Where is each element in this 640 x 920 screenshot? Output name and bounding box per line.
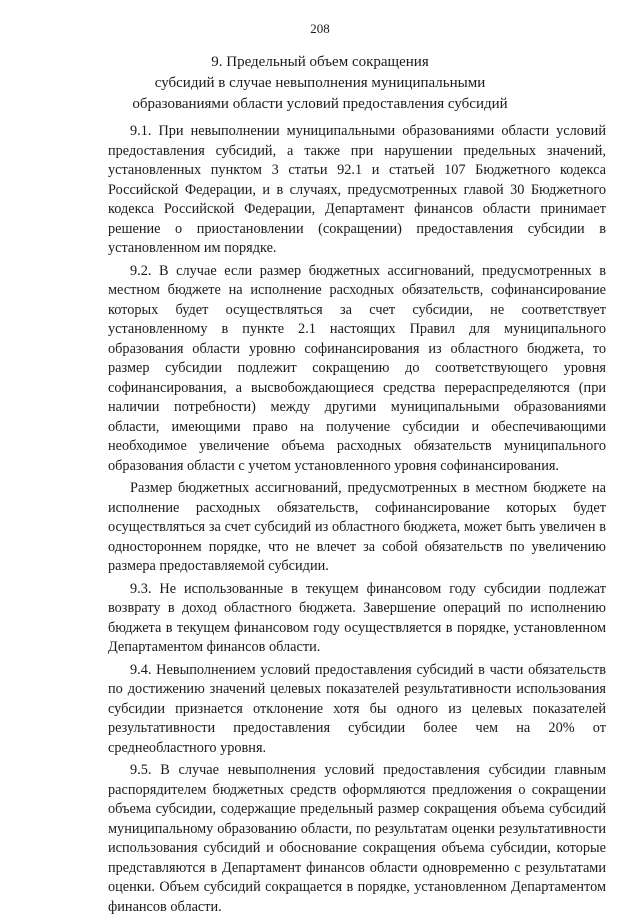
paragraph-9-1: 9.1. При невыполнении муниципальными образованиями области условий предоставления субсидий, а также при нарушении предельных значений, установленных пунктом 3 статьи 92.1 и статьей 107 Бюджетного кодекса Российской Федерации, и в случаях, предусмотренных главой 30 Бюджетного кодекса Российской Федерации, Департамент финансов области принимает решение о приостановлении (сокращении) предоставления субсидии в установленном им порядке.: [108, 123, 606, 256]
document-body: [108, 122, 606, 920]
section-heading-line: субсидий в случае невыполнения муниципальными: [154, 75, 486, 91]
page-number: 208: [310, 21, 330, 36]
paragraph-9-2-continued: Размер бюджетных ассигнований, предусмотренных в местном бюджете на исполнение расходных обязательств, софинансирование которых будет осуществляться за счет субсидий из областного бюджета, может быть увеличен в одностороннем порядке, что не влечет за собой обязательств по увеличению размера предоставляемой субсидии.: [108, 480, 606, 574]
section-heading-line: 9. Предельный объем сокращения: [211, 54, 429, 70]
section-heading: [0, 52, 640, 115]
paragraph-9-3: 9.3. Не использованные в текущем финансовом году субсидии подлежат возврату в доход областного бюджета. Завершение операций по исполнению бюджета в текущем финансовом году осуществляется в порядке, установленном Департаментом финансов области.: [108, 580, 606, 655]
section-heading-line: образованиями области условий предоставления субсидий: [132, 96, 508, 112]
paragraph-9-2: 9.2. В случае если размер бюджетных ассигнований, предусмотренных в местном бюджете на исполнение расходных обязательств, софинансирование которых будет осуществляться за счет субсидии, не соответствует установленному в пункте 2.1 настоящих Правил для муниципального образования области уровню софинансирования из областного бюджета, то размер субсидии подлежит сокращению до соответствующего уровня софинансирования, а высвобождающиеся средства перераспределяются (при наличии потребности) между другими муниципальными образованиями области, имеющими право на получение субсидии и обеспечивающими необходимое увеличение объема расходных обязательств муниципального образования области с учетом установленного уровня софинансирования.: [108, 262, 606, 474]
paragraph-9-4: 9.4. Невыполнением условий предоставления субсидий в части обязательств по достижению значений целевых показателей результативности использования субсидии признается отклонение хотя бы одного из целевых показателей результативности предоставления субсидии более чем на 20% от среднеобластного уровня.: [108, 661, 606, 756]
paragraph-9-5: 9.5. В случае невыполнения условий предоставления субсидии главным распорядителем бюджетных средств оформляются предложения о сокращении объема субсидии, содержащие предельный размер сокращения объема субсидий муниципальному образованию области, по результатам оценки результативности использования субсидий и обоснование сокращения объема субсидии, которые представляются в Департамент финансов области одновременно с результатами оценки. Объем субсидий сокращается в порядке, установленном Департаментом финансов области.: [108, 762, 606, 915]
